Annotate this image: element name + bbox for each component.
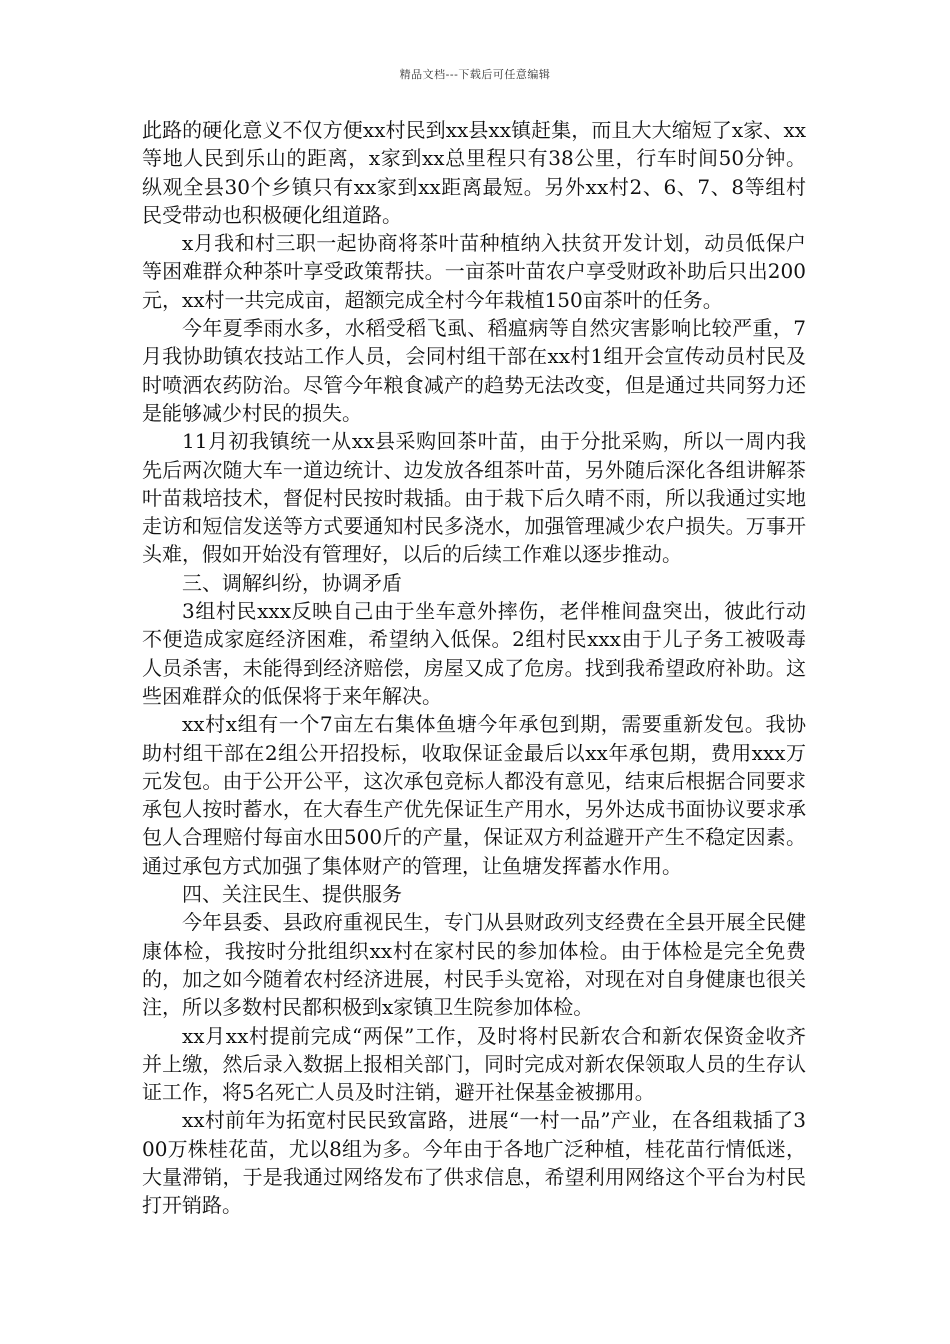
paragraph-tea-seedling-distribution: 11月初我镇统一从xx县采购回茶叶苗，由于分批采购，所以一周内我先后两次随大车一道边统计、边发放各组茶叶苗，另外随后深化各组讲解茶叶苗栽培技术，督促村民按时栽插。由于栽下后久晴不雨，所以我通过实地走访和短信发送等方式要通知村民多浇水，加强管理减少农户损失。万事开头难，假如开始没有管理好，以后的后续工作难以逐步推动。 <box>142 429 806 567</box>
section-heading-mediation: 三、调解纠纷，协调矛盾 <box>182 570 402 595</box>
paragraph-fish-pond-contract: xx村x组有一个7亩左右集体鱼塘今年承包到期，需要重新发包。我协助村组干部在2组公开招投标，收取保证金最后以xx年承包期，费用xxx万元发包。由于公开公平，这次承包竞标人都没有意见，结束后根据合同要求承包人按时蓄水，在大春生产优先保证生产用水，另外达成书面协议要求承包人合理赔付每亩水田500斤的产量，保证双方利益避开产生不稳定因素。通过承包方式加强了集体财产的管理，让鱼塘发挥蓄水作用。 <box>142 712 806 878</box>
document-body <box>142 116 806 1220</box>
paragraph-health-checkup: 今年县委、县政府重视民生，专门从县财政列支经费在全县开展全民健康体检，我按时分批组织xx村在家村民的参加体检。由于体检是完全免费的，加之如今随着农村经济进展，村民手头宽裕，对现在对自身健康也很关注，所以多数村民都积极到x家镇卫生院参加体检。 <box>142 910 806 1020</box>
paragraph-tea-planting-plan: x月我和村三职一起协商将茶叶苗种植纳入扶贫开发计划，动员低保户等困难群众种茶叶享受政策帮扶。一亩茶叶苗农户享受财政补助后只出200元，xx村一共完成亩，超额完成全村今年栽植150亩茶叶的任务。 <box>142 231 806 312</box>
paragraph-pest-control: 今年夏季雨水多，水稻受稻飞虱、稻瘟病等自然灾害影响比较严重，7月我协助镇农技站工作人员，会同村组干部在xx村1组开会宣传动员村民及时喷洒农药防治。尽管今年粮食减产的趋势无法改变，但是通过共同努力还是能够减少村民的损失。 <box>142 316 806 425</box>
paragraph-two-insurances: xx月xx村提前完成“两保”工作，及时将村民新农合和新农保资金收齐并上缴，然后录入数据上报相关部门，同时完成对新农保领取人员的生存认证工作，将5名死亡人员及时注销，避开社保基金被挪用。 <box>142 1023 806 1105</box>
paragraph-osmanthus-sales: xx村前年为拓宽村民民致富路，进展“一村一品”产业，在各组栽插了300万株桂花苗，尤以8组为多。今年由于各地广泛种植，桂花苗行情低迷，大量滞销，于是我通过网络发布了供求信息，希望利用网络这个平台为村民打开销路。 <box>142 1108 806 1218</box>
section-heading-livelihood: 四、关注民生、提供服务 <box>182 882 402 907</box>
paragraph-road-hardening: 此路的硬化意义不仅方便xx村民到xx县xx镇赶集，而且大大缩短了x家、xx等地人民到乐山的距离，x家到xx总里程只有38公里，行车时间50分钟。纵观全县30个乡镇只有xx家到xx距离最短。另外xx村2、6、7、8等组村民受带动也积极硬化组道路。 <box>142 118 806 227</box>
paragraph-low-income-cases: 3组村民xxx反映自己由于坐车意外摔伤，老伴椎间盘突出，彼此行动不便造成家庭经济困难，希望纳入低保。2组村民xxx由于儿子务工被吸毒人员杀害，未能得到经济赔偿，房屋又成了危房。找到我希望政府补助。这些困难群众的低保将于来年解决。 <box>142 599 806 708</box>
page-header: 精品文档---下载后可任意编辑 <box>399 68 551 81</box>
